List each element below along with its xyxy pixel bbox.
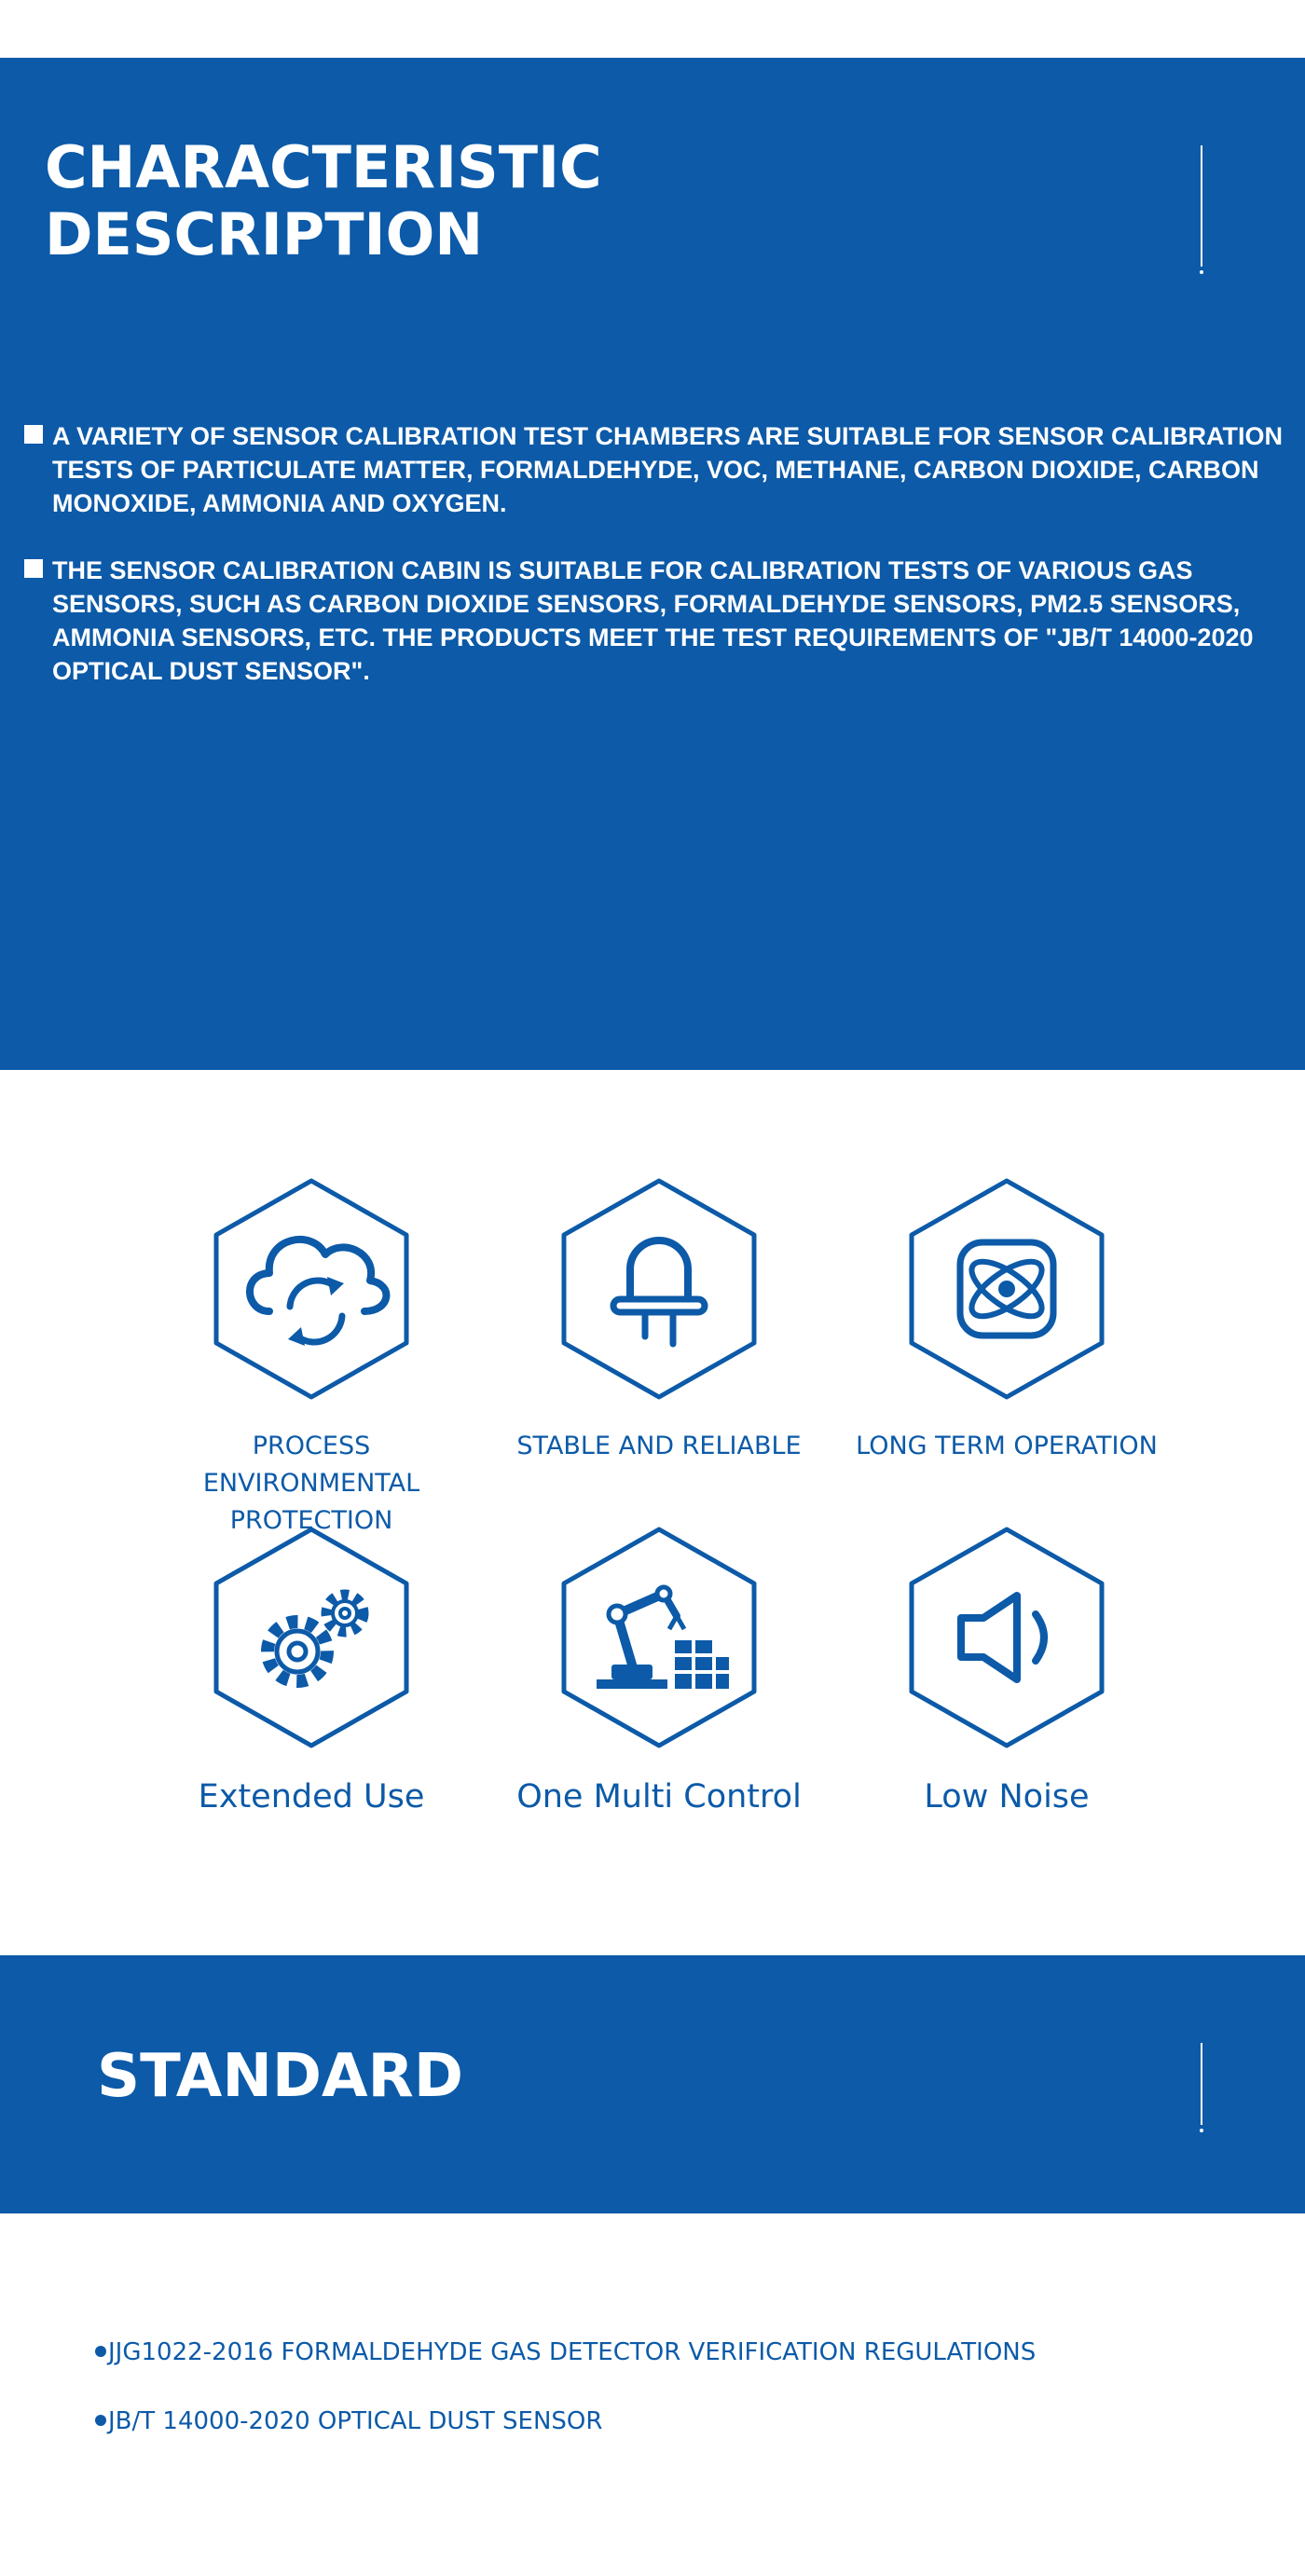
standard-title: STANDARD <box>97 2042 463 2111</box>
characteristic-paragraph <box>24 419 1305 520</box>
square-bullet-icon <box>24 425 43 444</box>
feature-label: PROCESS ENVIRONMENTAL PROTECTION <box>202 1432 420 1535</box>
feature-label: Extended Use <box>198 1778 425 1816</box>
feature-low-noise <box>839 1525 1174 1817</box>
standard-item-text: JB/T 14000-2020 OPTICAL DUST SENSOR <box>108 2407 603 2435</box>
standard-section <box>0 1955 1305 2213</box>
feature-label: STABLE AND RELIABLE <box>516 1432 802 1460</box>
characteristic-title <box>45 134 602 268</box>
standard-item <box>95 2405 602 2437</box>
characteristic-paragraph <box>24 554 1305 688</box>
feature-label: LONG TERM OPERATION <box>856 1432 1158 1460</box>
characteristic-paragraph-text: A VARIETY OF SENSOR CALIBRATION TEST CHAMBERS ARE SUITABLE FOR SENSOR CALIBRATION TESTS OF PARTICULATE MATTER, FORMALDEHYDE, VOC, METHANE, CARBON DIOXIDE, CARBON MONOXIDE, AMMONIA AND OXYGEN. <box>52 422 1284 517</box>
characteristic-section <box>0 58 1305 1070</box>
led-bulb-icon <box>559 1176 759 1402</box>
square-bullet-icon <box>24 559 43 578</box>
decorative-vertical-line <box>1201 145 1202 267</box>
standard-item-text: JJG1022-2016 FORMALDEHYDE GAS DETECTOR VERIFICATION REGULATIONS <box>108 2338 1037 2366</box>
cloud-sync-icon <box>212 1176 411 1402</box>
feature-one-multi-control <box>491 1525 827 1817</box>
feature-extended-use <box>144 1525 479 1817</box>
characteristic-paragraph-text: THE SENSOR CALIBRATION CABIN IS SUITABLE FOR CALIBRATION TESTS OF VARIOUS GAS SENSORS, SUCH AS CARBON DIOXIDE SENSORS, FORMALDEHYDE SENSORS, PM2.5 SENSORS, AMMONIA SENSORS, ETC. THE PRODUCTS MEET THE TEST REQUIREMENTS OF "JB/T 14000-2020 OPTICAL DUST SENSOR". <box>52 556 1254 685</box>
standard-item <box>95 2336 1036 2368</box>
feature-stable-and-reliable <box>491 1176 827 1465</box>
feature-long-term-operation <box>839 1176 1174 1465</box>
atom-icon <box>907 1176 1106 1402</box>
speaker-icon <box>907 1525 1106 1750</box>
dot-bullet-icon <box>95 2346 106 2357</box>
decorative-vertical-line <box>1201 2043 1202 2125</box>
characteristic-title-line1: CHARACTERISTIC <box>45 133 602 201</box>
characteristic-title-line2: DESCRIPTION <box>45 200 484 268</box>
feature-process-environmental-protection <box>144 1176 479 1540</box>
feature-label: Low Noise <box>924 1778 1090 1816</box>
gears-icon <box>212 1525 411 1750</box>
robot-arm-icon <box>559 1525 759 1750</box>
feature-label: One Multi Control <box>516 1778 802 1816</box>
dot-bullet-icon <box>95 2415 106 2426</box>
